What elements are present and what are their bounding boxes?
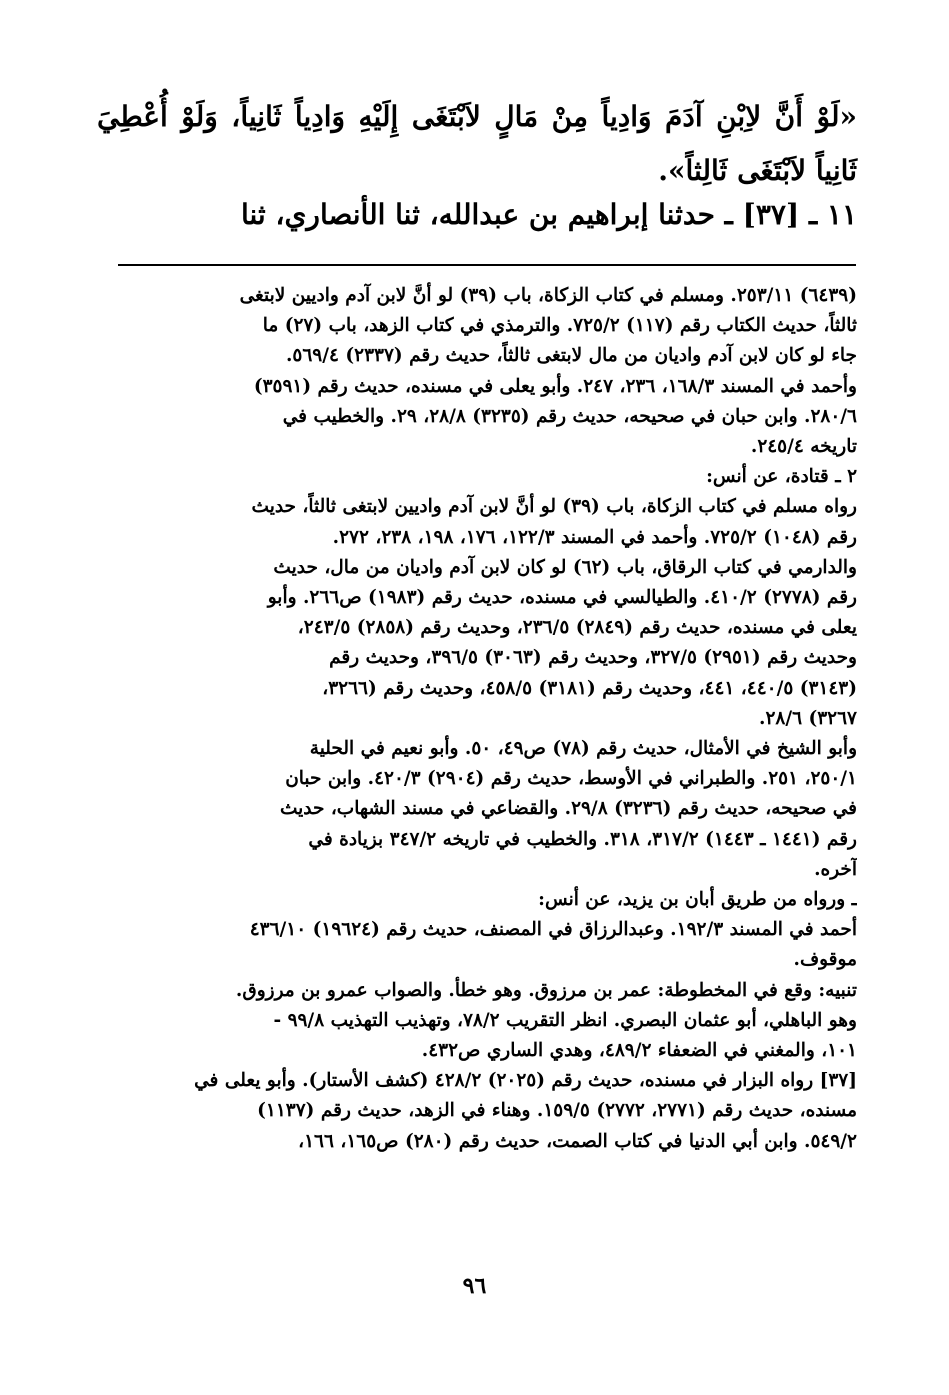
footnote-line: ١٠١، والمغني في الضعفاء ٤٨٩/٢، وهدي الساري ص٤٣٢. xyxy=(421,1040,857,1062)
footnote-line: مسنده، حديث رقم (٢٧٧١، ٢٧٧٢) ١٥٩/٥. وهناء في الزهد، حديث رقم (١١٣٧) xyxy=(257,1100,857,1122)
footnote-line: وحديث رقم (٢٩٥١) ٣٢٧/٥، وحديث رقم (٣٠٦٣) ٣٩٦/٥، وحديث رقم xyxy=(329,647,857,669)
footnote-line: رقم (١٠٤٨) ٧٢٥/٢. وأحمد في المسند ١٢٢/٣، ١٧٦، ١٩٨، ٢٣٨، ٢٧٢. xyxy=(332,526,857,548)
footnote-line: موقوف. xyxy=(793,949,857,971)
footnote-line: رقم (٢٧٧٨) ٤١٠/٢. والطيالسي في مسنده، حديث رقم (١٩٨٣) ص٢٦٦. وأبو xyxy=(267,587,857,609)
hadith-text: «لَوْ أَنَّ لاِبْنِ آدَمَ وَادِياً مِنْ مَالٍ لاَبْتَغَى إِلَيْهِ وَادِياً ثَانِياً، وَلَوْ أُعْطِيَ ثَانِياً لاَبْتَغَى ثَالِثاً». xyxy=(97,100,857,187)
footnote-line: في صحيحه، حديث رقم (٣٢٣٦) ٢٩/٨. والقضاعي في مسند الشهاب، حديث xyxy=(279,798,857,820)
footnote-line: ٢ ـ قتادة، عن أنس: xyxy=(706,466,857,488)
footnote-line: (٣١٤٣) ٤٤٠/٥، ٤٤١، وحديث رقم (٣١٨١) ٤٥٨/٥، وحديث رقم (٣٢٦٦، xyxy=(322,677,857,699)
footnote-line: ٣٢٦٧) ٢٨/٦. xyxy=(759,707,857,729)
footnote-line: أحمد في المسند ١٩٢/٣. وعبدالرزاق في المصنف، حديث رقم (١٩٦٢٤) ٤٣٦/١٠ xyxy=(249,919,857,941)
footnote-line: آخره. xyxy=(814,858,857,880)
footnote-line: (٦٤٣٩) ٢٥٣/١١. ومسلم في كتاب الزكاة، باب (٣٩) لو أنَّ لابن آدم واديين لابتغى xyxy=(239,285,857,306)
footnote-line: ٢٥٠/١، ٢٥١. والطبراني في الأوسط، حديث رقم (٢٩٠٤) ٤٢٠/٣. وابن حبان xyxy=(285,768,857,790)
footnote-separator xyxy=(118,264,856,266)
footnote-line: ثالثاً، حديث الكتاب رقم (١١٧) ٧٢٥/٢. والترمذي في كتاب الزهد، باب (٢٧) ما xyxy=(262,315,857,337)
footnote-line: ـ ورواه من طريق أبان بن يزيد، عن أنس: xyxy=(538,889,857,911)
footnote-line: وأبو الشيخ في الأمثال، حديث رقم (٧٨) ص٤٩، ٥٠. وأبو نعيم في الحلية xyxy=(309,738,857,760)
footnote-line: يعلى في مسنده، حديث رقم (٢٨٤٩) ٢٣٦/٥، وحديث رقم (٢٨٥٨) ٢٤٣/٥، xyxy=(297,617,857,639)
footnotes xyxy=(115,281,857,1157)
footnote-line: تنبيه: وقع في المخطوطة: عمر بن مرزوق. وهو خطأ. والصواب عمرو بن مرزوق. xyxy=(235,979,857,1001)
footnote-line: رواه مسلم في كتاب الزكاة، باب (٣٩) لو أنَّ لابن آدم واديين لابتغى ثالثاً، حديث xyxy=(251,496,857,518)
isnad-line: ١١ ـ [٣٧] ـ حدثنا إبراهيم بن عبدالله، ثنا الأنصاري، ثنا xyxy=(240,198,857,231)
footnote-line: رقم (١٤٤١ ـ ١٤٤٣) ٣١٧/٢، ٣١٨. والخطيب في تاريخه ٣٤٧/٢ بزيادة في xyxy=(308,828,857,850)
footnote-line: جاء لو كان لابن آدم واديان من مال لابتغى ثالثاً، حديث رقم (٢٣٣٧) ٥٦٩/٤. xyxy=(285,345,857,367)
footnote-line: وهو الباهلي، أبو عثمان البصري. انظر التقريب ٧٨/٢، وتهذيب التهذيب ٩٩/٨ - xyxy=(273,1009,857,1031)
footnote-line: [٣٧] رواه البزار في مسنده، حديث رقم (٢٠٢٥) ٤٢٨/٢ (كشف الأستار). وأبو يعلى في xyxy=(194,1070,857,1092)
footnote-line: ٥٤٩/٢. وابن أبي الدنيا في كتاب الصمت، حديث رقم (٢٨٠) ص١٦٥، ١٦٦، xyxy=(298,1130,857,1152)
footnote-line: ٢٨٠/٦. وابن حبان في صحيحه، حديث رقم (٣٢٣٥) ٢٨/٨، ٢٩. والخطيب في xyxy=(282,405,857,427)
footnote-line: والدارمي في كتاب الرقاق، باب (٦٢) لو كان لابن آدم واديان من مال، حديث xyxy=(273,556,857,578)
footnote-line: تاريخه ٢٤٥/٤. xyxy=(750,436,857,458)
footnote-line: وأحمد في المسند ١٦٨/٣، ٢٣٦، ٢٤٧. وأبو يعلى في مسنده، حديث رقم (٣٥٩١) xyxy=(253,375,857,397)
page-number: ٩٦ xyxy=(462,1273,487,1299)
